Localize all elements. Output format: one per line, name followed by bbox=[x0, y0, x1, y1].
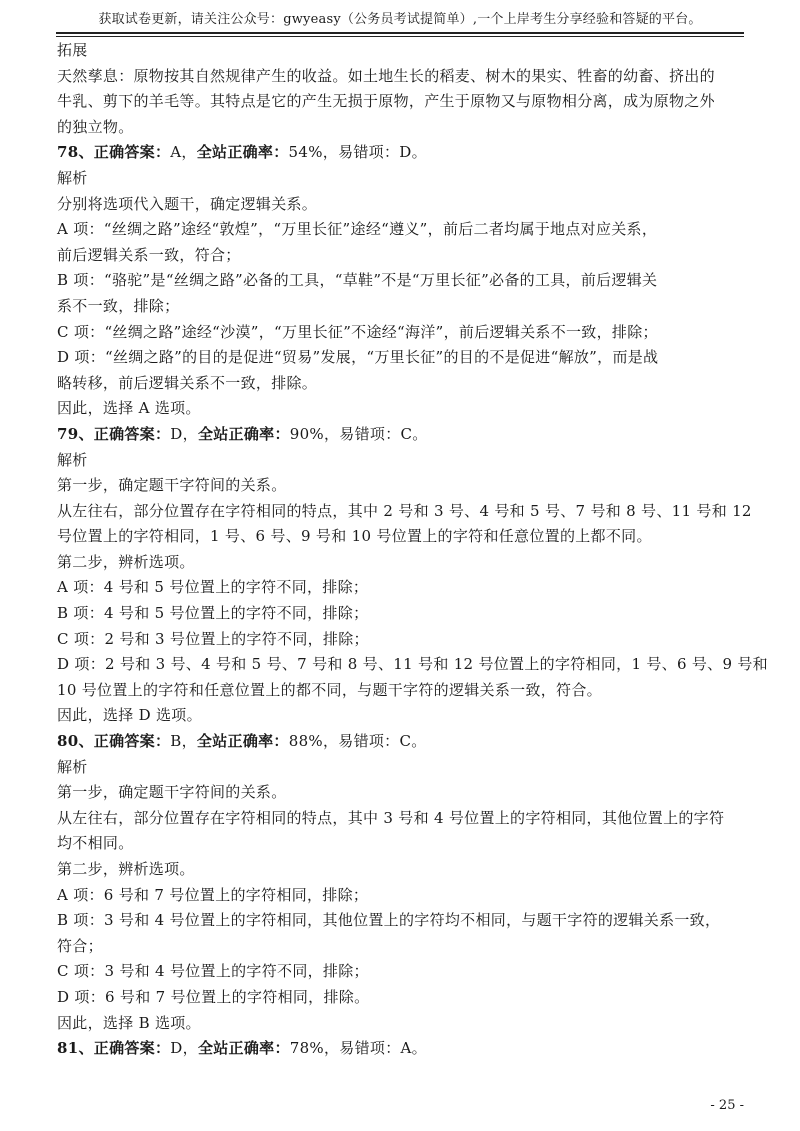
accuracy-value: 78%，易错项：A。 bbox=[289, 1039, 427, 1058]
text-line: 系不一致，排除； bbox=[57, 296, 180, 315]
accuracy-label: 全站正确率： bbox=[197, 1039, 290, 1058]
answer-label: 正确答案： bbox=[93, 1039, 171, 1058]
answer-value: A， bbox=[170, 143, 197, 162]
answer-value: B， bbox=[170, 732, 197, 751]
question-number: 81、 bbox=[57, 1039, 94, 1058]
text-line: C 项：2 号和 3 号位置上的字符不同，排除； bbox=[57, 629, 369, 648]
text-line: 略转移，前后逻辑关系不一致，排除。 bbox=[57, 373, 318, 392]
text-line: 天然孳息：原物按其自然规律产生的收益。如土地生长的稻麦、树木的果实、牲畜的幼畜、挤出的 bbox=[57, 66, 715, 85]
accuracy-value: 88%，易错项：C。 bbox=[288, 732, 427, 751]
text-line: 分别将选项代入题干，确定逻辑关系。 bbox=[57, 194, 318, 213]
accuracy-value: 54%，易错项：D。 bbox=[288, 143, 427, 162]
question-number: 79、 bbox=[57, 424, 94, 443]
page-number: - 25 - bbox=[710, 1098, 744, 1113]
accuracy-label: 全站正确率： bbox=[196, 732, 289, 751]
text-line: 符合； bbox=[57, 936, 103, 955]
answer-line bbox=[57, 422, 747, 448]
answer-label: 正确答案： bbox=[93, 143, 171, 162]
text-line: 第一步，确定题干字符间的关系。 bbox=[57, 476, 287, 495]
text-line: A 项：6 号和 7 号位置上的字符相同，排除； bbox=[57, 885, 369, 904]
header-rule-thick bbox=[56, 32, 744, 34]
text-line: 因此，选择 A 选项。 bbox=[57, 399, 201, 418]
text-line: 的独立物。 bbox=[57, 117, 134, 136]
accuracy-label: 全站正确率： bbox=[197, 424, 290, 443]
answer-line bbox=[57, 729, 747, 755]
text-line: 从左往右，部分位置存在字符相同的特点，其中 3 号和 4 号位置上的字符相同，其他位置上的字符 bbox=[57, 808, 725, 827]
text-line: 均不相同。 bbox=[57, 834, 134, 853]
accuracy-label: 全站正确率： bbox=[196, 143, 289, 162]
answer-value: D， bbox=[170, 1039, 198, 1058]
text-line: 第一步，确定题干字符间的关系。 bbox=[57, 783, 287, 802]
text-line: B 项：4 号和 5 号位置上的字符不同，排除； bbox=[57, 604, 369, 623]
text-line: 第二步，辨析选项。 bbox=[57, 860, 195, 878]
text-line: 号位置上的字符相同，1 号、6 号、9 号和 10 号位置上的字符和任意位置的上都不同。 bbox=[57, 527, 652, 546]
text-line: D 项：2 号和 3 号、4 号和 5 号、7 号和 8 号、11 号和 12 号位置上的字符相同，1 号、6 号、9 号和 bbox=[57, 655, 768, 674]
answer-line bbox=[57, 1036, 747, 1062]
text-line: 第二步，辨析选项。 bbox=[57, 552, 195, 571]
question-number: 78、 bbox=[57, 143, 94, 162]
text-line: 牛乳、剪下的羊毛等。其特点是它的产生无损于原物，产生于原物又与原物相分离，成为原物之外 bbox=[57, 92, 715, 111]
answer-value: D， bbox=[170, 424, 198, 443]
answer-label: 正确答案： bbox=[93, 732, 171, 751]
text-line: 从左往右，部分位置存在字符相同的特点，其中 2 号和 3 号、4 号和 5 号、7 号和 8 号、11 号和 12 bbox=[57, 501, 752, 520]
text-line: B 项：“骆驼”是“丝绸之路”必备的工具，“草鞋”不是“万里长征”必备的工具，前后逻辑关 bbox=[57, 271, 658, 290]
text-line: 前后逻辑关系一致，符合； bbox=[57, 245, 241, 264]
header-rule-thin bbox=[56, 36, 744, 37]
document-body bbox=[57, 38, 768, 1062]
text-line: D 项：6 号和 7 号位置上的字符相同，排除。 bbox=[57, 987, 370, 1006]
text-line: 解析 bbox=[57, 168, 88, 187]
text-line: C 项：3 号和 4 号位置上的字符不同，排除； bbox=[57, 962, 369, 981]
text-line: C 项：“丝绸之路”途经“沙漠”，“万里长征”不途经“海洋”，前后逻辑关系不一致，排除； bbox=[57, 322, 658, 341]
page-header: 获取试卷更新，请关注公众号：gwyeasy（公务员考试提简单）,一个上岸考生分享经验和答疑的平台。 bbox=[98, 12, 702, 27]
answer-line bbox=[57, 140, 747, 166]
text-line: 10 号位置上的字符和任意位置上的都不同，与题干字符的逻辑关系一致，符合。 bbox=[57, 680, 602, 699]
text-line: A 项：“丝绸之路”途经“敦煌”，“万里长征”途经“遵义”，前后二者均属于地点对应关系， bbox=[57, 220, 658, 239]
text-line: B 项：3 号和 4 号位置上的字符相同，其他位置上的字符均不相同，与题干字符的逻辑关系一致， bbox=[57, 911, 721, 930]
text-line: 拓展 bbox=[57, 41, 88, 59]
answer-label: 正确答案： bbox=[93, 424, 171, 443]
text-line: D 项：“丝绸之路”的目的是促进“贸易”发展，“万里长征”的目的不是促进“解放”，而是战 bbox=[57, 348, 659, 367]
text-line: 解析 bbox=[57, 450, 88, 469]
accuracy-value: 90%，易错项：C。 bbox=[289, 424, 428, 443]
text-line: 因此，选择 D 选项。 bbox=[57, 706, 202, 725]
question-number: 80、 bbox=[57, 732, 94, 751]
text-line: A 项：4 号和 5 号位置上的字符不同，排除； bbox=[57, 578, 369, 597]
text-line: 因此，选择 B 选项。 bbox=[57, 1013, 201, 1032]
text-line: 解析 bbox=[57, 757, 88, 776]
